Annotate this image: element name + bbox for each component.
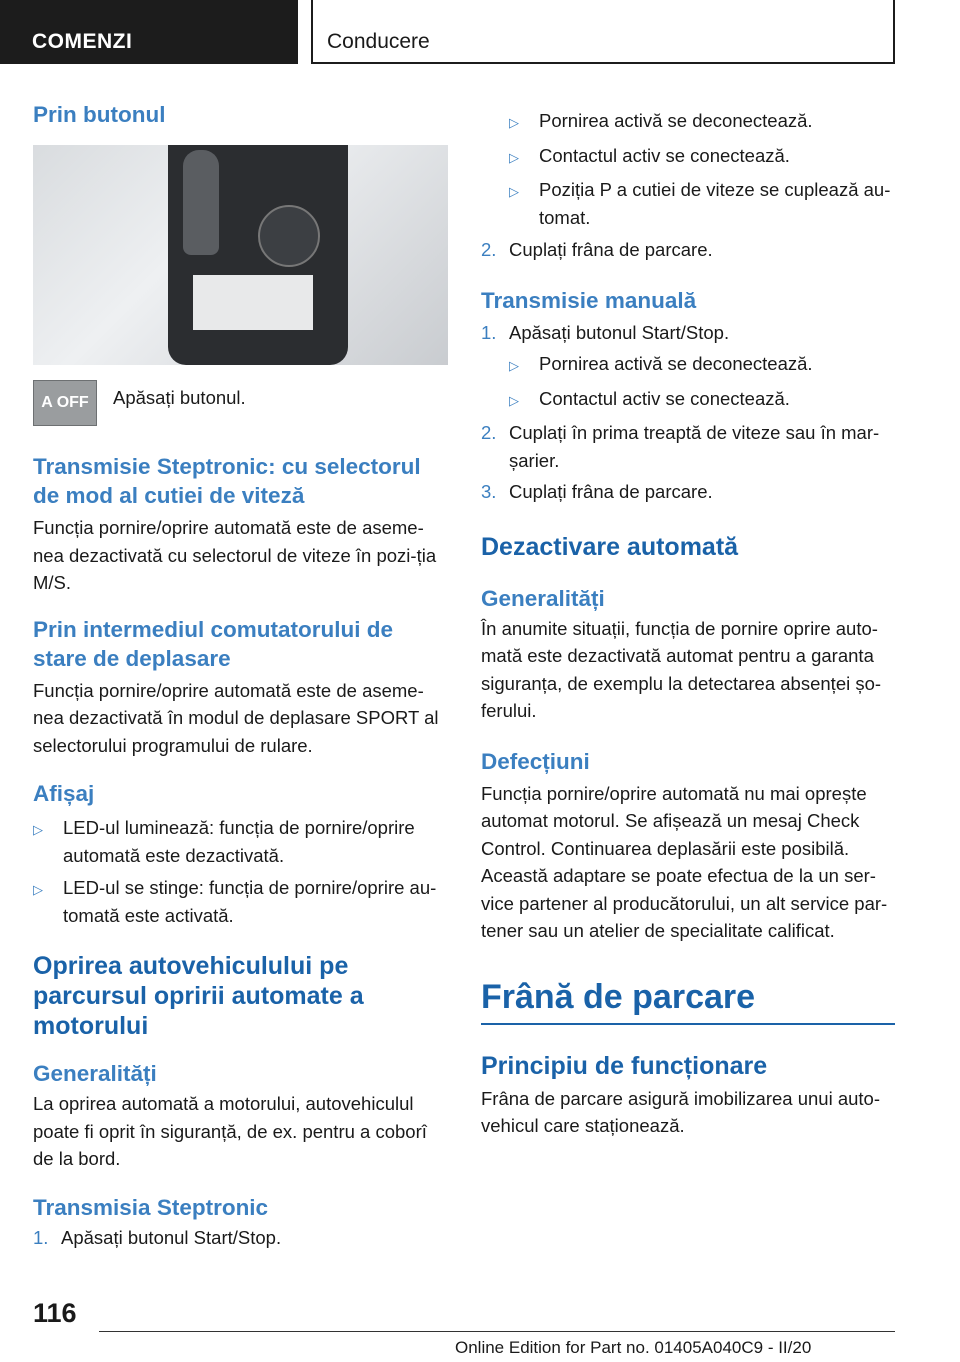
paragraph-principiu: Frâna de parcare asigură imobilizarea unui auto-vehicul care staționează. xyxy=(481,1087,880,1136)
paragraph-steptronic-selector: Funcția pornire/oprire automată este de aseme-nea dezactivată cu selectorul de viteze în pozi-ția M/S. xyxy=(33,517,437,593)
gear-selector-photo xyxy=(33,145,448,365)
console-pad xyxy=(193,275,313,330)
controller-knob xyxy=(258,205,320,267)
heading-comutator: Prin intermediul comutatorului de stare de deplasare xyxy=(33,616,394,671)
list-item: ▷ LED-ul se stinge: funcția de pornire/oprire au-tomată este activată. xyxy=(33,874,448,929)
triangle-bullet-icon: ▷ xyxy=(33,822,43,837)
heading-defectiuni: Defecțiuni xyxy=(481,748,590,774)
list-item: 2. Cuplați frâna de parcare. xyxy=(481,239,713,260)
paragraph-generalitati-left: La oprirea automată a motorului, autovehiculul poate fi oprit în siguranță, de ex. pentru a coborî de la bord. xyxy=(33,1093,427,1169)
list-item: 3. Cuplați frâna de parcare. xyxy=(481,481,713,502)
triangle-bullet-icon: ▷ xyxy=(509,115,519,130)
left-column xyxy=(33,100,448,1255)
right-column xyxy=(481,103,895,1140)
heading-steptronic-selector: Transmisie Steptronic: cu selectorul de mod al cutiei de viteză xyxy=(33,454,421,508)
chapter-tab[interactable]: COMENZI xyxy=(0,0,298,64)
heading-rule xyxy=(481,1023,895,1025)
heading-dezactivare: Dezactivare automată xyxy=(481,532,739,561)
list-item: ▷ LED-ul luminează: funcția de pornire/oprire automată este dezactivată. xyxy=(33,814,448,869)
list-item: ▷ Contactul activ se conectează. xyxy=(509,385,895,415)
heading-generalitati-right: Generalități xyxy=(481,585,605,611)
steptronic-continued-list xyxy=(509,107,895,231)
heading-frana: Frână de parcare xyxy=(481,977,756,1016)
manual-sub-list xyxy=(509,350,895,414)
list-item: 1. Apăsați butonul Start/Stop. xyxy=(481,321,730,343)
paragraph-generalitati-right: În anumite situații, funcția de pornire oprire auto-mată este dezactivată automat pentru a garanta siguranța, de exemplu la detectarea absenței șo-ferului. xyxy=(481,617,882,721)
heading-afisaj: Afișaj xyxy=(33,781,95,806)
auto-start-stop-off-icon: A OFF xyxy=(33,380,97,426)
triangle-bullet-icon: ▷ xyxy=(509,149,519,165)
heading-principiu: Principiu de funcționare xyxy=(481,1051,768,1080)
footer-divider xyxy=(99,1331,895,1332)
list-item: ▷ Pornirea activă se deconectează. xyxy=(509,107,895,137)
section-tab[interactable]: Conducere xyxy=(311,0,895,64)
list-item: ▷ Contactul activ se conectează. xyxy=(509,142,895,172)
heading-generalitati-left: Generalități xyxy=(33,1061,157,1086)
triangle-bullet-icon: ▷ xyxy=(509,358,519,373)
heading-transmisia-steptronic: Transmisia Steptronic xyxy=(33,1194,269,1220)
list-item: ▷ Poziția P a cutiei de viteze se cuplează au-tomat. xyxy=(509,176,895,231)
list-item: 1. Apăsați butonul Start/Stop. xyxy=(33,1226,282,1248)
edition-note: Online Edition for Part no. 01405A040C9 - II/20 xyxy=(455,1338,812,1357)
triangle-bullet-icon: ▷ xyxy=(509,184,519,199)
heading-oprirea: Oprirea autovehiculului pe parcursul opririi automate a motorului xyxy=(33,952,364,1040)
triangle-bullet-icon: ▷ xyxy=(33,882,43,897)
afisaj-list xyxy=(33,814,448,929)
triangle-bullet-icon: ▷ xyxy=(509,392,519,408)
gear-lever xyxy=(183,150,219,255)
heading-prin-butonul: Prin butonul xyxy=(33,102,166,127)
paragraph-defectiuni: Funcția pornire/oprire automată nu mai oprește automat motorul. Se afișează un mesaj Check Control. Continuarea deplasării este posibilă. Această adaptare se poate efectua de la un ser-vice partener al producătorului, un alt service par-tener sau un atelier de specialitate calificat. xyxy=(481,782,888,941)
page-number: 116 xyxy=(33,1298,77,1328)
list-item: ▷ Pornirea activă se deconectează. xyxy=(509,350,895,380)
paragraph-comutator: Funcția pornire/oprire automată este de aseme-nea dezactivată în modul de deplasare SPORT al selectorului programului de rulare. xyxy=(33,679,439,756)
icon-instruction: Apăsați butonul. xyxy=(113,387,246,408)
heading-manuala: Transmisie manuală xyxy=(481,287,697,313)
list-item: 2. Cuplați în prima treaptă de viteze sau în mar-șarier. xyxy=(481,422,880,471)
auto-start-stop-row xyxy=(33,380,448,426)
